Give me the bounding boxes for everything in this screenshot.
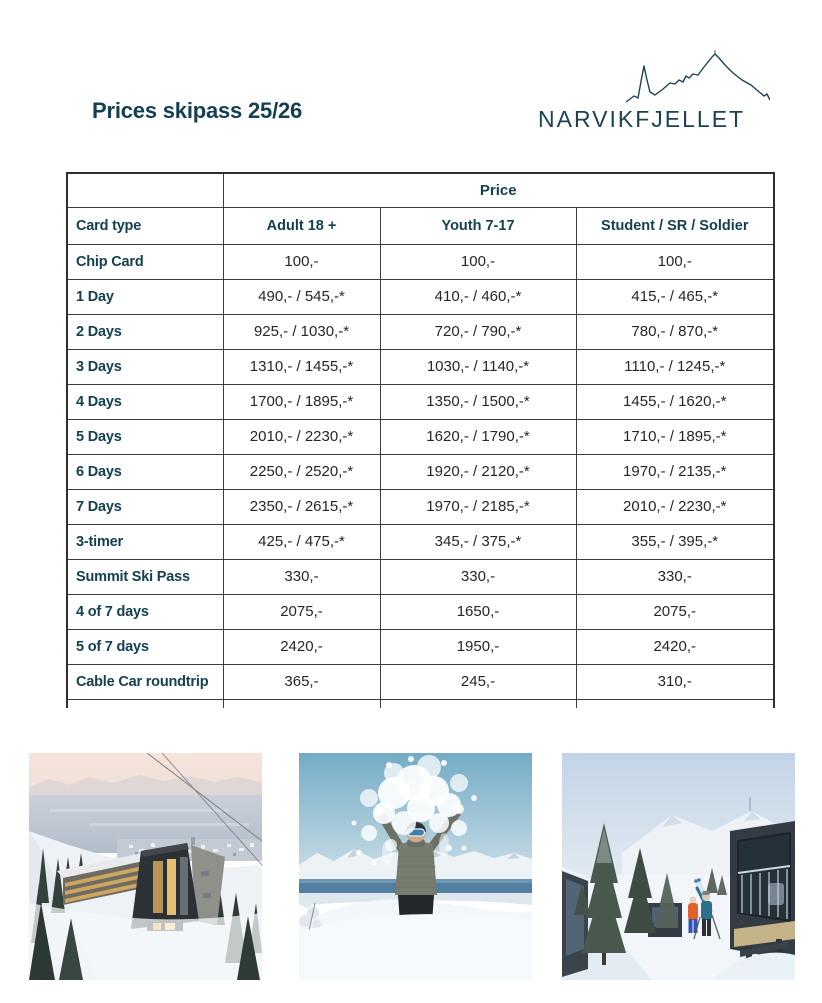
price-cell: 2420,- bbox=[576, 629, 774, 664]
price-cell: 1950,- bbox=[380, 629, 576, 664]
table-row bbox=[67, 349, 774, 384]
row-label: 2 Days bbox=[67, 314, 223, 349]
price-cell: 1455,- / 1620,-* bbox=[576, 384, 774, 419]
price-cell: 925,- / 1030,-* bbox=[223, 314, 380, 349]
price-table bbox=[66, 172, 775, 708]
table-row bbox=[67, 384, 774, 419]
price-cell: 1920,- / 2120,-* bbox=[380, 454, 576, 489]
price-cell: 330,- bbox=[576, 559, 774, 594]
table-row bbox=[67, 314, 774, 349]
column-header-card-type: Card type bbox=[67, 207, 223, 244]
price-cell: 1030,- / 1140,-* bbox=[380, 349, 576, 384]
price-cell: 2075,- bbox=[576, 594, 774, 629]
row-label: 5 Days bbox=[67, 419, 223, 454]
price-cell: 1310,- / 1455,-* bbox=[223, 349, 380, 384]
price-cell: 330,- bbox=[380, 559, 576, 594]
price-header: Price bbox=[223, 173, 774, 207]
cabin-walk-illustration bbox=[562, 753, 795, 980]
price-cell: 1970,- / 2185,-* bbox=[380, 489, 576, 524]
row-label: 4 of 7 days bbox=[67, 594, 223, 629]
price-cell: 2350,- / 2615,-* bbox=[223, 489, 380, 524]
price-cell: 1110,- / 1245,-* bbox=[576, 349, 774, 384]
price-cell: 2420,- bbox=[223, 629, 380, 664]
price-cell: 330,- bbox=[223, 559, 380, 594]
table-row bbox=[67, 419, 774, 454]
price-cell: 345,- / 375,-* bbox=[380, 524, 576, 559]
price-cell: 410,- / 460,-* bbox=[380, 279, 576, 314]
photo-mountain-lodge-aerial-winter bbox=[29, 753, 262, 980]
table-row bbox=[67, 664, 774, 699]
page-title: Prices skipass 25/26 bbox=[92, 98, 303, 123]
price-cell: 2010,- / 2230,-* bbox=[223, 419, 380, 454]
price-cell: 720,- / 790,-* bbox=[380, 314, 576, 349]
table-row bbox=[67, 454, 774, 489]
empty-corner-cell bbox=[67, 173, 223, 207]
table-row bbox=[67, 524, 774, 559]
table-row bbox=[67, 489, 774, 524]
row-label: Cable Car roundtrip bbox=[67, 664, 223, 699]
row-label: 6 Days bbox=[67, 454, 223, 489]
table-row bbox=[67, 594, 774, 629]
clipped-row bbox=[67, 699, 774, 708]
column-header-adult: Adult 18 + bbox=[223, 207, 380, 244]
narvikfjellet-logo bbox=[538, 50, 770, 136]
price-header-row bbox=[67, 173, 774, 207]
row-label: 3-timer bbox=[67, 524, 223, 559]
price-cell: 1620,- / 1790,-* bbox=[380, 419, 576, 454]
price-cell: 2010,- / 2230,-* bbox=[576, 489, 774, 524]
column-header-youth: Youth 7-17 bbox=[380, 207, 576, 244]
price-cell: 355,- / 395,-* bbox=[576, 524, 774, 559]
table-row bbox=[67, 629, 774, 664]
table-row bbox=[67, 279, 774, 314]
price-cell: 1710,- / 1895,-* bbox=[576, 419, 774, 454]
price-cell: 1650,- bbox=[380, 594, 576, 629]
price-cell: 1700,- / 1895,-* bbox=[223, 384, 380, 419]
logo-wordmark: NARVIKFJELLET bbox=[538, 106, 746, 132]
row-label: 3 Days bbox=[67, 349, 223, 384]
row-label: 4 Days bbox=[67, 384, 223, 419]
row-label: Summit Ski Pass bbox=[67, 559, 223, 594]
column-header-row bbox=[67, 207, 774, 244]
price-cell: 425,- / 475,-* bbox=[223, 524, 380, 559]
table-row bbox=[67, 559, 774, 594]
price-cell: 1350,- / 1500,-* bbox=[380, 384, 576, 419]
photo-person-throwing-snow bbox=[299, 753, 532, 980]
mountain-ridge-icon bbox=[538, 50, 770, 106]
price-cell: 100,- bbox=[380, 244, 576, 279]
price-cell: 490,- / 545,-* bbox=[223, 279, 380, 314]
price-cell: 1970,- / 2135,-* bbox=[576, 454, 774, 489]
price-cell: 365,- bbox=[223, 664, 380, 699]
price-cell: 780,- / 870,-* bbox=[576, 314, 774, 349]
snow-throw-illustration bbox=[299, 753, 532, 980]
row-label: 1 Day bbox=[67, 279, 223, 314]
row-label: Chip Card bbox=[67, 244, 223, 279]
price-cell: 2250,- / 2520,-* bbox=[223, 454, 380, 489]
column-header-student: Student / SR / Soldier bbox=[576, 207, 774, 244]
price-cell: 100,- bbox=[576, 244, 774, 279]
lodge-illustration bbox=[29, 753, 262, 980]
price-cell: 2075,- bbox=[223, 594, 380, 629]
row-label: 5 of 7 days bbox=[67, 629, 223, 664]
price-cell: 310,- bbox=[576, 664, 774, 699]
table-row bbox=[67, 244, 774, 279]
photo-people-walking-to-cabins bbox=[562, 753, 795, 980]
row-label: 7 Days bbox=[67, 489, 223, 524]
price-cell: 245,- bbox=[380, 664, 576, 699]
price-cell: 100,- bbox=[223, 244, 380, 279]
price-cell: 415,- / 465,-* bbox=[576, 279, 774, 314]
